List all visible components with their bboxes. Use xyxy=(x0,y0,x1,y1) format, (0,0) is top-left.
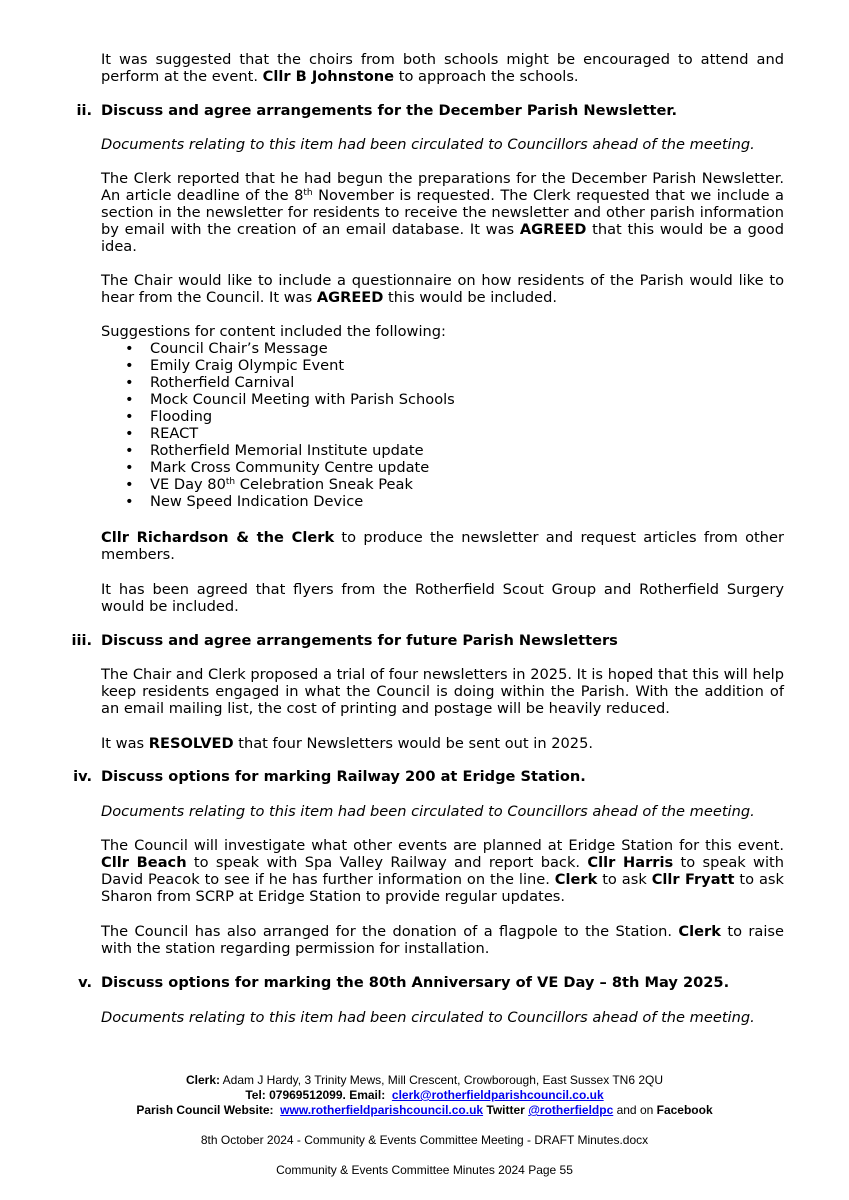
item-iv-flagpole: The Council has also arranged for the donation of a flagpole to the Station. Clerk to raise with the station regarding permission for installation. xyxy=(101,923,784,957)
list-item: • REACT xyxy=(125,425,199,442)
item-iii-number: iii. xyxy=(71,632,92,649)
agreed-label: AGREED xyxy=(519,221,587,238)
list-item: • Rotherfield Memorial Institute update xyxy=(125,442,424,459)
bullet-icon: • xyxy=(125,357,134,374)
item-ii-title: Discuss and agree arrangements for the December Parish Newsletter. xyxy=(101,102,678,119)
item-ii-newsletter-production: Cllr Richardson & the Clerk to produce the newsletter and request articles from other members. xyxy=(101,529,784,563)
twitter-link[interactable]: @rotherfieldpc xyxy=(528,1103,614,1117)
item-v-title: Discuss options for marking the 80th Anniversary of VE Day – 8th May 2025. xyxy=(101,974,730,991)
email-link[interactable]: clerk@rotherfieldparishcouncil.co.uk xyxy=(391,1088,604,1102)
bullet-icon: • xyxy=(125,374,134,391)
item-v-number: v. xyxy=(78,974,92,991)
list-item: • New Speed Indication Device xyxy=(125,493,364,510)
item-ii-clerk-report: The Clerk reported that he had begun the preparations for the December Parish Newsletter. An article deadline of the 8th November is requested. The Clerk requested that we include a section in the newsletter for residents to receive the newsletter and other parish information by email with the creation of an email database. It was AGREED that this would be a good idea. xyxy=(101,170,784,255)
cllr-richardson-clerk: Cllr Richardson & the Clerk xyxy=(101,529,335,546)
list-item: • VE Day 80th Celebration Sneak Peak xyxy=(125,476,413,493)
footer-document-reference: 8th October 2024 - Community & Events Committee Meeting - DRAFT Minutes.docx xyxy=(200,1133,649,1147)
clerk-label: Clerk xyxy=(554,871,598,888)
resolved-label: RESOLVED xyxy=(148,735,234,752)
choirs-paragraph: It was suggested that the choirs from both schools might be encouraged to attend and perform at the event. Cllr B Johnstone to approach the schools. xyxy=(101,51,784,85)
suggestions-list xyxy=(101,340,784,510)
agreed-label: AGREED xyxy=(316,289,384,306)
item-ii-questionnaire: The Chair would like to include a questionnaire on how residents of the Parish would like to hear from the Council. It was AGREED this would be included. xyxy=(101,272,784,306)
bullet-icon: • xyxy=(125,493,134,510)
bullet-icon: • xyxy=(125,340,134,357)
list-item: • Rotherfield Carnival xyxy=(125,374,295,391)
bullet-icon: • xyxy=(125,391,134,408)
bullet-icon: • xyxy=(125,408,134,425)
item-iv-docs-note: Documents relating to this item had been circulated to Councillors ahead of the meeting. xyxy=(101,803,755,820)
item-ii-docs-note: Documents relating to this item had been circulated to Councillors ahead of the meeting. xyxy=(101,136,755,153)
list-item: • Mark Cross Community Centre update xyxy=(125,459,430,476)
cllr-harris: Cllr Harris xyxy=(587,854,674,871)
list-item: • Flooding xyxy=(125,408,213,425)
cllr-beach: Cllr Beach xyxy=(101,854,187,871)
bullet-icon: • xyxy=(125,459,134,476)
cllr-fryatt: Cllr Fryatt xyxy=(651,871,735,888)
footer-contact-line: Tel: 07969512099. Email: clerk@rotherfieldparishcouncil.co.uk xyxy=(245,1088,604,1102)
footer-page-number: Community & Events Committee Minutes 2024 Page 55 xyxy=(276,1163,573,1177)
list-item: • Mock Council Meeting with Parish Schools xyxy=(125,391,455,408)
item-iv-number: iv. xyxy=(73,768,92,785)
website-link[interactable]: www.rotherfieldparishcouncil.co.uk xyxy=(280,1103,484,1117)
item-ii-flyers: It has been agreed that flyers from the Rotherfield Scout Group and Rotherfield Surgery would be included. xyxy=(101,581,784,615)
cllr-johnstone: Cllr B Johnstone xyxy=(262,68,395,85)
bullet-icon: • xyxy=(125,476,134,493)
item-v-docs-note: Documents relating to this item had been circulated to Councillors ahead of the meeting. xyxy=(101,1009,755,1026)
item-iv-title: Discuss options for marking Railway 200 at Eridge Station. xyxy=(101,768,586,785)
footer-website-line: Parish Council Website: www.rotherfieldparishcouncil.co.uk Twitter @rotherfieldpc and on Facebook xyxy=(136,1103,713,1117)
bullet-icon: • xyxy=(125,425,134,442)
footer-clerk-line: Clerk: Adam J Hardy, 3 Trinity Mews, Mill Crescent, Crowborough, East Sussex TN6 2QU xyxy=(185,1073,664,1087)
suggestions-intro: Suggestions for content included the following: xyxy=(101,323,446,340)
clerk-label: Clerk xyxy=(678,923,721,940)
item-iii-proposal: The Chair and Clerk proposed a trial of four newsletters in 2025. It is hoped that this will help keep residents engaged in what the Council is doing within the Parish. With the addition of an email mailing list, the cost of printing and postage will be heavily reduced. xyxy=(101,666,784,717)
item-iii-resolution: It was RESOLVED that four Newsletters would be sent out in 2025. xyxy=(101,735,594,752)
item-iv-actions: The Council will investigate what other events are planned at Eridge Station for this event. Cllr Beach to speak with Spa Valley Railway and report back. Cllr Harris to speak with David Peacok to see if he has further information on the line. Clerk to ask Cllr Fryatt to ask Sharon from SCRP at Eridge Station to provide regular updates. xyxy=(101,837,785,905)
list-item: • Emily Craig Olympic Event xyxy=(125,357,345,374)
item-ii-number: ii. xyxy=(76,102,92,119)
item-iii-title: Discuss and agree arrangements for future Parish Newsletters xyxy=(101,632,618,649)
facebook-label: Facebook xyxy=(656,1103,713,1117)
bullet-icon: • xyxy=(125,442,134,459)
list-item: • Council Chair’s Message xyxy=(125,340,328,357)
